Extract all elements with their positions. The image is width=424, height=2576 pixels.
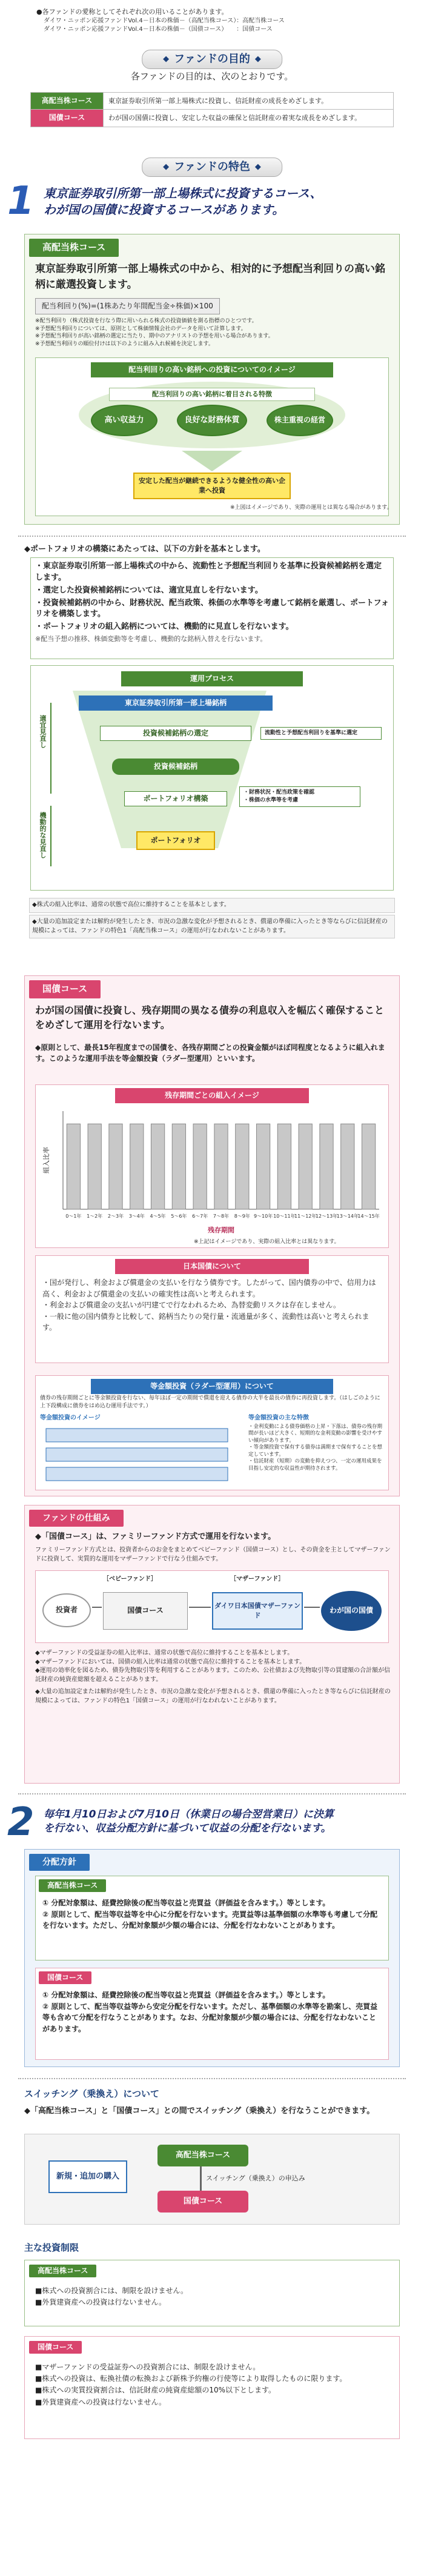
ladder-bar [151,1124,164,1209]
ladder-explain-title: 等金額投資（ラダー型運用）について [91,1379,333,1394]
dist-high-text [42,1897,382,1931]
ladder-bar [193,1124,207,1209]
baby-fund-head: ［ベビーファンド］ [103,1576,157,1582]
feature-2-title-b: を行ない、収益分配方針に基づいて収益の分配を行ないます。 [44,1822,331,1834]
process-side-label: 適宜見直し [39,715,47,748]
jgb-node: わが国の国債 [321,1591,382,1631]
ladder-bar [320,1124,333,1209]
ladder-right-text [248,1424,384,1472]
portfolio-point: ・投資候補銘柄の中から、財務状況、配当政策、株価の水準等を考慮して銘柄を厳選し、ポートフォリオを構築します。 [35,598,389,619]
ladder-bar [172,1124,185,1209]
ladder-chart [39,1105,385,1238]
note-line: ※配当利回り（株式投資を行なう際に用いられる株式の投資価値を測る指標のひとつです。 [35,318,257,324]
purpose-label-high: 高配当株コース [31,93,104,110]
ladder-tick-label: 10〜11年 [273,1213,296,1219]
jgb-ladder-desc: ◆原則として、最長15年程度までの国債を、各残存期間ごとの投資金額がほぼ同程度となるように組入れます。このような運用手法を等金額投資（ラダー型運用）といいます。 [35,1043,385,1063]
family-tab: ファンドの仕組み [29,1510,124,1527]
family-note: ◆大量の追加設定または解約が発生したとき、市況の急激な変化が予想されるとき、償還の準備に入ったとき等ならびに信託財産の規模によっては、ファンドの特色1「国債コース」の運用が行なわれないことがあります。 [35,1688,391,1704]
feature-1-title-b: わが国の国債に投資するコースがあります。 [44,202,285,217]
process-step-portfolio: ポートフォリオ [136,831,215,850]
note-line: ※予想配当利回りが高い銘柄の選定に当たり、期中のアナリストの予想を用いる場合があります。 [35,333,274,340]
note-line: ※予想配当利回りについては、原則として株価情報会社のデータを用いて計算します。 [35,325,247,332]
jgb-lead: わが国の国債に投資し、残存期間の異なる債券の利息収入を幅広く確保することをめざして運用を行ないます。 [35,1004,385,1031]
dividend-yield-formula: 配当利回り(%)=(1株あたり年間配当金÷株価)×100 [35,298,220,314]
process-step-selection: 投資候補銘柄の選定 [100,726,251,741]
trait-oval: 株主重視の経営 [267,405,333,436]
feature-1-title [44,185,322,218]
portfolio-point: ・ポートフォリオの組入銘柄については、機動的に見直しを行ないます。 [35,622,294,632]
ladder-tick-label: 14〜15年 [357,1213,380,1219]
trait-oval: 高い収益力 [91,405,157,436]
process-criteria-line: ・株価の水準等を考慮 [243,797,299,804]
limits-high-items [35,2285,393,2308]
purpose-text-jgb: わが国の国債に投資し、安定した収益の確保と信託財産の着実な成長をめざします。 [104,110,394,127]
ladder-tick-label: 4〜5年 [150,1213,166,1219]
ladder-tick-label: 5〜6年 [171,1213,187,1219]
ladder-chart-note: ※上記はイメージであり、実際の組入比率とは異なります。 [194,1239,340,1245]
purpose-heading-text: ファンドの目的 [174,53,250,65]
ladder-tick-label: 7〜8年 [213,1213,230,1219]
limit-item: ■株式への投資は、転換社債の転換および新株予約権の行使等により取得したものに限ります。 [35,2374,347,2383]
purpose-label-jgb: 国債コース [31,110,104,127]
jgb-about-line: ・一般に他の国内債券と比較して、銘柄当たりの発行量・流通量が多く、流動性は高いと考えられます。 [42,1312,369,1332]
purpose-text-high: 東京証券取引所第一部上場株式に投資し、信託財産の成長をめざします。 [104,93,394,110]
ladder-left-head: 等金額投資のイメージ [40,1415,101,1421]
limit-item: ■マザーファンドの受益証券への投資割合には、制限を設けません。 [35,2363,260,2371]
switch-title: スイッチング（乗換え）について [24,2088,160,2099]
divider [18,536,406,537]
flow-arrow [304,1607,320,1608]
switch-note: スイッチング（乗換え）の申込み [206,2174,305,2182]
portfolio-points [35,561,389,644]
family-lead: ◆「国債コース」は、ファミリーファンド方式で運用を行ないます。 [35,1532,276,1541]
feature-1-title-a: 東京証券取引所第一部上場株式に投資するコース、 [44,186,322,201]
intro-line: ダイワ・ニッポン応援ファンドVol.4－日本の株価－（国債コース） ：国債コース [44,26,273,33]
ladder-bar [67,1124,80,1209]
switch-new-purchase: 新規・追加の購入 [48,2160,127,2193]
limit-item: ■外貨建資産への投資は行ないません。 [35,2298,167,2307]
investor-node: 投資者 [42,1593,91,1627]
dist-jgb-tab: 国債コース [39,1971,91,1984]
divider [18,1793,406,1794]
portfolio-lead: ◆ポートフォリオの構築にあたっては、以下の方針を基本とします。 [24,545,265,554]
limits-jgb-tab: 国債コース [29,2341,82,2354]
process-step-build: ポートフォリオ構築 [124,791,227,806]
ladder-step [46,1467,228,1481]
feature-2-title-a: 毎年1月10日および7月10日（休業日の場合翌営業日）に決算 [44,1808,334,1821]
ladder-tick-label: 6〜7年 [192,1213,208,1219]
dist-jgb-line: ② 原則として、配当等収益等から安定分配を行ないます。ただし、基準価額の水準等を勘案し、売買益等も含めて分配を行なうことがあります。なお、分配対象額が少額の場合には、分配を行なわないことがあります。 [42,2002,378,2033]
portfolio-foot-2: ◆大量の追加設定または解約が発生したとき、市況の急激な変化が予想されるとき、償還の準備に入ったとき等ならびに信託財産の規模によっては、ファンドの特色1「高配当株コース」の運用が行なわれないことがあります。 [29,915,395,938]
distribution-tab: 分配方針 [29,1854,90,1871]
process-criteria-2 [239,786,360,807]
process-title: 運用プロセス [121,671,303,686]
ladder-bar [88,1124,101,1209]
limit-item: ■外貨建資産への投資は行ないません。 [35,2397,167,2406]
high-dividend-lead: 東京証券取引所第一部上場株式の中から、相対的に予想配当利回りの高い銘柄に厳選投資します。 [35,263,385,291]
family-note: ◆運用の効率化を図るため、債券先物取引等を利用することがあります。このため、公社債および先物取引等の買建額の合計額が信託財産の純資産総額を超えることがあります。 [35,1667,391,1683]
switch-high-node: 高配当株コース [157,2145,248,2166]
ladder-step [46,1448,228,1461]
features-heading: ◆ ファンドの特色 ◆ [142,158,282,177]
features-heading-text: ファンドの特色 [174,161,250,173]
diagram-result: 安定した配当が継続できるような健全性の高い企業へ投資 [133,473,291,499]
flow-arrow [189,1607,211,1608]
family-note: ◆マザーファンドの受益証券の組入比率は、通常の状態で高位に維持することを基本とします。 [35,1650,294,1656]
ladder-tick-label: 8〜9年 [234,1213,250,1219]
ladder-bar [256,1124,270,1209]
limit-item: ■株式への投資割合には、制限を設けません。 [35,2286,188,2295]
limits-high-tab: 高配当株コース [29,2265,96,2277]
process-side-label: 機動的な見直し [39,812,47,858]
ladder-right-line: ・金利変動による債券価格の上昇・下落は、債券の残存期間が長いほど大きく、短期的な金利変動の影響を受けやすい傾向があります。 [248,1424,383,1444]
ladder-tick-label: 13〜14年 [336,1213,359,1219]
ladder-bar [109,1124,122,1209]
purpose-row [31,93,394,110]
ladder-y-label: 組入比率 [42,1147,50,1173]
trait-oval: 良好な財務体質 [177,405,247,436]
portfolio-point-note: ※配当予想の推移、株価変動等を考慮し、機動的な銘柄入替えを行ないます。 [35,635,267,643]
family-note: ◆マザーファンドにおいては、国債の組入比率は通常の状態で高位に維持することを基本とします。 [35,1658,306,1665]
switch-arrow [200,2166,202,2191]
diagram-arrow [182,451,242,471]
family-notes [35,1649,393,1705]
jgb-tab: 国債コース [29,980,101,998]
intro-line: ダイワ・ニッポン応援ファンドVol.4－日本の株価－（高配当株コース）：高配当株コース [44,17,285,24]
feature-number-2: 2 [7,1800,35,1845]
jgb-about-line: ・国が発行し、利金および償還金の支払いを行なう債券です。したがって、国内債券の中で、信用力は高く、利金および償還金の支払いの確実性は高いと考えられます。 [42,1278,376,1298]
dist-high-tab: 高配当株コース [39,1879,106,1892]
ladder-bar [130,1124,144,1209]
high-dividend-notes [35,317,393,348]
process-step-candidates: 投資候補銘柄 [112,759,239,775]
ladder-tick-label: 11〜12年 [294,1213,317,1219]
high-dividend-tab: 高配当株コース [29,239,119,257]
portfolio-foot-1: ◆株式の組入比率は、通常の状態で高位に維持することを基本とします。 [29,898,395,913]
ladder-bar [214,1124,228,1209]
intro-notes [36,7,400,35]
ladder-tick-label: 9〜10年 [253,1213,273,1219]
jgb-about-line: ・利金および償還金の支払いが円建てで行なわれるため、為替変動リスクは存在しません。 [42,1301,341,1310]
switch-jgb-node: 国債コース [157,2191,248,2213]
mother-fund-node: ダイワ日本国債マザーファンド [212,1592,303,1630]
portfolio-point: ・東京証券取引所第一部上場株式の中から、流動性と予想配当利回りを基準に投資候補銘柄を選定します。 [35,562,382,582]
dist-high-line: ① 分配対象額は、経費控除後の配当等収益と売買益（評価益を含みます。）等とします。 [42,1899,330,1907]
intro-line: ●各ファンドの愛称としてそれぞれ次の用いることがあります。 [36,8,228,16]
purpose-row [31,110,394,127]
jgb-about-text [42,1277,382,1333]
flow-arrow [92,1607,102,1608]
dist-high-line: ② 原則として、配当等収益等を中心に分配を行ないます。売買益等は基準価額の水準等も考慮して分配を行ないます。ただし、分配対象額が少額の場合には、分配を行なわないことがあります。 [42,1910,378,1930]
divider [18,2078,406,2079]
diagram-note: ※上図はイメージであり、実際の運用とは異なる場合があります。 [230,505,393,511]
ladder-chart-title: 残存期間ごとの組入イメージ [115,1088,309,1103]
switch-lead: ◆「高配当株コース」と「国債コース」との間でスイッチング（乗換え）を行なうことができます。 [24,2106,375,2116]
ladder-tick-label: 1〜2年 [87,1213,103,1219]
process-criteria-line: ・財務状況・配当政策を確認 [243,789,315,795]
ladder-right-line: ・等金額投資で保有する債券は満期まで保有することを想定しています。 [248,1444,383,1458]
ladder-x-label: 残存期間 [208,1226,234,1234]
ladder-tick-label: 2〜3年 [107,1213,124,1219]
process-step-universe: 東京証券取引所第一部上場銘柄 [79,695,273,711]
jgb-about-title: 日本国債について [115,1259,309,1274]
mother-fund-head: ［マザーファンド］ [230,1576,285,1582]
feature-2-title [44,1808,334,1836]
purpose-heading: ◆ ファンドの目的 ◆ [142,50,282,69]
limits-title: 主な投資制限 [24,2242,79,2253]
ladder-tick-label: 3〜4年 [128,1213,145,1219]
ladder-bar [341,1124,354,1209]
ladder-right-head: 等金額投資の主な特徴 [248,1415,309,1421]
ladder-bar [362,1124,375,1209]
baby-fund-node: 国債コース [103,1592,188,1630]
limits-jgb-items [35,2362,393,2408]
dist-jgb-text [42,1990,382,2034]
ladder-step [46,1429,228,1442]
ladder-right-line: ・信託財産（短期）の変動を抑えつつ、一定の運用成果を目指し安定的な収益性が期待されます。 [248,1458,382,1472]
ladder-explain-intro: 債券の残存期間ごとに等金額投資を行ない、毎年ほぼ一定の期間で償還を迎える債券の大半を最長の債券に再投資します。（はしごのように上下段構成に債券をはめ込む運用手法です。） [40,1395,380,1410]
portfolio-point: ・選定した投資候補銘柄については、適宜見直しを行ないます。 [35,585,263,595]
limit-item: ■株式への実質投資割合は、信託財産の純資産総額の10%以下とします。 [35,2386,276,2395]
purpose-table [30,92,394,127]
family-desc: ファミリーファンド方式とは、投資者からのお金をまとめてベビーファンド（国債コース）とし、その資金を主としてマザーファンドに投資して、実質的な運用をマザーファンドで行なう仕組みです。 [35,1547,391,1562]
ladder-tick-label: 12〜13年 [315,1213,338,1219]
ladder-bar [277,1124,291,1209]
purpose-lead: 各ファンドの目的は、次のとおりです。 [130,71,294,82]
dividend-diagram-subtitle: 配当利回りの高い銘柄に着目される特徴 [109,388,315,401]
dividend-diagram-title: 配当利回りの高い銘柄への投資についてのイメージ [91,362,333,377]
feature-number-1: 1 [7,179,35,224]
ladder-image [40,1424,240,1487]
dist-jgb-line: ① 分配対象額は、経費控除後の配当等収益と売買益（評価益を含みます。）等とします。 [42,1991,330,1999]
note-line: ※予想配当利回りの順位付けは以下のように組み入れ候補を決定します。 [35,340,214,347]
ladder-bar [299,1124,312,1209]
ladder-tick-label: 0〜1年 [65,1213,82,1219]
ladder-bar [236,1124,249,1209]
process-criteria: 流動性と予想配当利回りを基準に選定 [260,727,382,740]
